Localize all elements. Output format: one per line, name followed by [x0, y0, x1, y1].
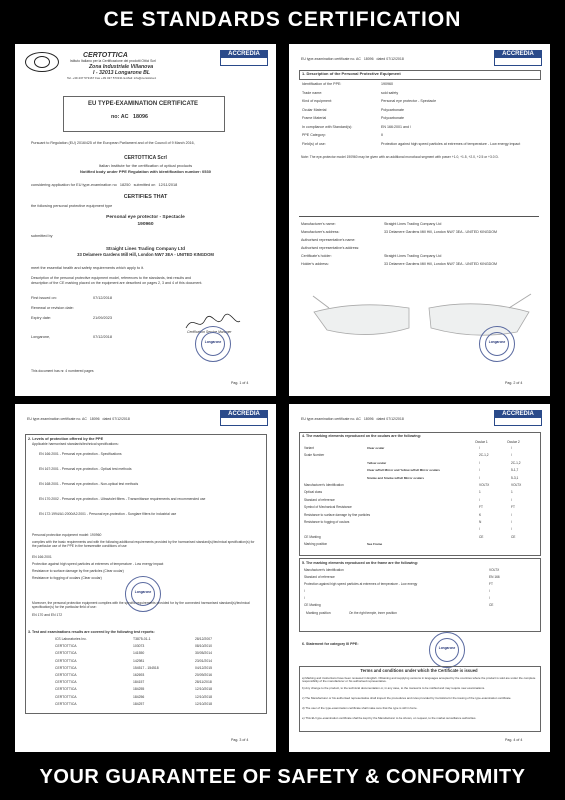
accredia-logo: ACCREDIA — [494, 50, 542, 66]
test-lab: CERTOTTICA — [55, 680, 77, 685]
description-label: Kind of equipment: — [302, 99, 332, 103]
test-report-date: 28/11/2018 — [195, 680, 212, 685]
body-name: CERTOTTICA Scrl — [124, 155, 167, 161]
section-4-title: 4. The marking elements reproduced on the oculars are the following: — [302, 434, 422, 438]
ocular-1-value: K — [479, 512, 482, 517]
test-report-number: 154517 - 154518 — [133, 665, 159, 670]
ocular-row-label: Standard of reference — [304, 497, 335, 502]
page-number: Pag. 4 of 4 — [505, 738, 523, 742]
certificate-page-1 — [15, 44, 276, 396]
test-lab: CERTOTTICA — [55, 665, 77, 670]
certificate-page-4 — [289, 404, 550, 752]
frame-row-label: CE Marking — [304, 603, 321, 607]
test-report-number: 162693 — [133, 673, 145, 677]
first-issued-date: 07/12/2018 — [93, 296, 113, 300]
ocular-1-value: FT — [479, 505, 483, 510]
applicable-standards-label: Applicable harmonised standards/technical specifications: — [32, 442, 119, 446]
accredia-logo: ACCREDIA — [494, 410, 542, 426]
ocular-row-label: Resistance to surface damage by fine particles — [304, 512, 371, 517]
description-label: Field(s) of use: — [302, 141, 326, 146]
test-report-date: 23/01/2014 — [195, 658, 212, 663]
page-number: Pag. 2 of 4 — [505, 381, 523, 385]
page-number: Pag. 1 of 4 — [231, 381, 249, 385]
model-line: Personal protection equipment model: 190960 — [32, 533, 102, 537]
description-value: sold safety — [381, 90, 399, 95]
ocular-2-value: 5-1,7 — [511, 468, 519, 473]
place-date: 07/12/2018 — [93, 335, 113, 339]
test-report-number: 184257 — [133, 701, 145, 706]
test-report-date: 30/05/2014 — [195, 651, 212, 656]
ocular-2-value: CE — [511, 534, 516, 539]
test-report-date: 28/12/2007 — [195, 637, 212, 641]
org-contacts: Tel. +39 437 573167 Fax +39 437 573131 E-Mail: info@certottica.it — [67, 76, 157, 80]
protection-text: Protection against high speed particles at extremes of temperature - Low energy impact — [32, 562, 164, 566]
frame-row-value: CE — [489, 603, 494, 607]
expiry-label: Expiry date: — [31, 316, 52, 320]
ocular-row-label: Resistance to fogging of oculars — [304, 520, 350, 524]
section-1-title: 1. Description of the Personal Protective Equipment — [302, 71, 401, 76]
test-report-number: 184256 — [133, 694, 145, 699]
ocular-row-label: Manufacturer's Identification — [304, 483, 344, 487]
pursuant-text: Pursuant to Regulation (EU) 2016/425 of the European Parliament and of the Council of 9 March 2016, — [31, 141, 195, 145]
sign-role: Certification Service Manager — [187, 330, 232, 334]
term-item: e) This EU type-examination certificate shall be kept by the Manufacturer to be shown, on request, to the market surveillance authorities. — [302, 716, 477, 720]
test-report-number: 184157 — [133, 680, 145, 685]
description-label: Ocular Material — [302, 107, 327, 112]
term-item: c) The Manufacturer or his authorised representative shall inspect the procedures and rules provided by Certottica for the issuing of the type-examination certificate. — [302, 696, 512, 700]
ocular-row-variant: Yellow ocular — [367, 460, 387, 465]
test-lab: ICS Laboratories Inc. — [55, 637, 87, 641]
manufacturer-address-label: Manufacturer's address: — [301, 230, 340, 234]
ocular-1-value: VOLTX — [479, 483, 490, 487]
page-header: EU type-examination certificate no. AC 18096 dated 07/12/2018 — [27, 417, 130, 421]
ocular-row-variant: Clear w/Full Mirror and Yellow w/Full Mirror oculars — [367, 468, 440, 473]
ocular-1-value: / — [479, 446, 480, 450]
certificate-page-3 — [15, 404, 276, 752]
renewal-label: Renewal or revision date: — [31, 306, 74, 310]
standard-item: EN 170:2002 - Personal eye-protection - Ultraviolet filters - Transmittance requirements and recommended use — [39, 497, 206, 501]
certifies-that: CERTIFIES THAT — [123, 194, 168, 200]
company-name: Straight Lines Trading Company Ltd — [105, 246, 186, 251]
holder-name: Straight Lines Trading Company Ltd — [384, 254, 442, 258]
standard-item: EN 172:1994/A1:2000/A2:2001 - Personal eye-protection - Sunglare filters for industrial use — [39, 512, 177, 516]
ocular-row-label: Optical class — [304, 490, 323, 495]
ocular-1-value: 1 — [479, 490, 481, 495]
test-lab: CERTOTTICA — [55, 644, 77, 649]
term-item: b) Any change to the product, to the technical documentation or, in any case, to the manual is to be notified and may require new examinations. — [302, 686, 486, 690]
org-subtitle: Istituto Italiano per la Certificazione dei prodotti Ottici Scrl — [70, 59, 156, 63]
frame-row-label: Protection against high speed particles at extremes of temperature - Low energy — [304, 582, 418, 586]
resist-surface-text: Resistance to surface damage by fine particles (Clear ocular) — [32, 569, 124, 573]
manufacturer-label: Manufacturer's name: — [301, 222, 336, 226]
description-value: Personal eye protector - Spectacle — [381, 99, 437, 103]
holder-address-label: Holder's address: — [301, 262, 329, 266]
ocular-1-value: / — [479, 460, 480, 465]
banner-top: CE STANDARDS CERTIFICATION — [103, 8, 462, 31]
ocular-1-value: 2C-1,2 — [479, 453, 489, 458]
ocular-2-value: / — [511, 446, 512, 450]
terms-title: Terms and conditions under which the Certificate is issued — [360, 668, 478, 673]
cert-no: no: AC 18096 — [111, 114, 148, 120]
ocular-row-label: Symbol of Mechanical Resistance — [304, 505, 352, 510]
meet-text: meet the essential health and safety requirements which apply to it. — [31, 266, 145, 270]
divider — [299, 216, 539, 217]
moreover-text: Moreover, the personal protection equipment complies with the specific requirements provided for by the connected harmonised standard(s)/technical specification(s) for the particular field of use: — [32, 601, 250, 609]
manufacturer-address: 33 Delamere Gardens Mill Hill, London NW7 3EA - UNITED KINGDOM — [384, 230, 498, 234]
test-lab: CERTOTTICA — [55, 658, 77, 663]
page-number: Pag. 3 of 4 — [231, 738, 249, 742]
ocular-row-label: Variant — [304, 446, 314, 450]
ocular-2-value: / — [511, 453, 512, 458]
complies-text: complies with the basic requirements and with the following additional requirements provided by the harmonised standard(s)/technical specification(s) for the particular use of the PPE in the foreseeable conditions of use — [32, 540, 255, 548]
accredia-logo: ACCREDIA — [220, 410, 268, 426]
ocular-1-value: / — [479, 497, 480, 502]
frame-row-value: / — [489, 596, 490, 600]
ocular-1-value: CE — [479, 534, 484, 539]
ocular-row-label: Scale Number — [304, 453, 325, 458]
body-line-2: Notified body under PPE Regulation with identification number: 0530 — [80, 169, 211, 174]
document-pages-note: This document has nr. 4 numbered pages — [31, 369, 94, 373]
ocular-1-value: / — [479, 527, 480, 532]
test-report-number: 184255 — [133, 687, 145, 692]
org-address: I - 32013 Longarone BL — [93, 70, 151, 76]
term-item: a) Marking and instructions have been reviewed in English. Obtaining and supplying versions in languages accepted by the countries where the product is sold are under the complete responsibility of the manufacturer or his authorised representative. — [302, 676, 536, 684]
marking-position-label: Marking position — [306, 611, 331, 615]
term-item: d) The user of the type-examination certificate shall make sure that the type is still in force. — [302, 706, 418, 710]
description-line-1: Description of the personal protective equipment model, references to the standards, test results and — [31, 276, 192, 280]
description-label: PPE Category: — [302, 133, 326, 137]
ocular-row-label: CE Marking — [304, 534, 321, 539]
ocular-2-value: 2C-1,2 — [511, 460, 521, 465]
ocular-2-value: / — [511, 497, 512, 502]
test-report-number: 142981 — [133, 658, 145, 663]
submitted-by-label: submitted by — [31, 234, 53, 238]
section-2-title: 2. Levels of protection offered by the PPE — [28, 437, 104, 441]
test-report-number: 103073 — [133, 644, 145, 649]
resist-fog-text: Resistance to fogging of oculars (Clear ocular) — [32, 576, 102, 580]
frame-row-label: Manufacturer's Identification — [304, 568, 344, 572]
test-report-number: 141550 — [133, 651, 145, 656]
ocular-row-label: Marking position — [304, 542, 328, 547]
section-box — [25, 434, 267, 714]
authorised-rep-label: Authorised representative's name: — [301, 238, 356, 242]
section-3-title: 3. Test and examinations results are covered by the following test reports: — [28, 630, 155, 634]
section-5-title: 5. The marking elements reproduced on the frame are the following: — [302, 561, 419, 565]
ocular-2-header: Ocular 2 — [507, 440, 520, 444]
org-zone: Zona Industriale Villanova — [89, 64, 154, 70]
en166-label: EN 166:2001 — [32, 555, 52, 559]
considering-text: considering application for EU type-examination no 18250 submitted on 12/11/2018 — [31, 183, 178, 187]
description-value: Polycarbonate — [381, 116, 404, 120]
test-report-date: 12/10/2018 — [195, 701, 212, 706]
note-text: Note: The eye-protector model 190960 may be given with an additional monofocal segment with power +1.0, +1.5, +2.0, +2.5 or +3.0 D. — [301, 155, 499, 159]
description-label: Identification of the PPE: — [302, 82, 342, 86]
ocular-row-variant: See Frame — [367, 542, 383, 547]
authorised-rep-address-label: Authorised representative's address: — [301, 246, 360, 250]
org-name: CERTOTTICA — [83, 52, 128, 59]
ocular-row-variant: Smoke and Smoke w/Full Mirror oculars — [367, 475, 425, 480]
standard-item: EN 166:2001 - Personal eye-protection - Specifications — [39, 452, 122, 456]
test-report-date: 12/10/2018 — [195, 687, 212, 692]
standard-item: EN 168:2001 - Personal eye-protection - Non-optical test methods — [39, 482, 139, 486]
ocular-1-value: / — [479, 468, 480, 473]
ocular-2-value: 1 — [511, 490, 513, 495]
test-lab: CERTOTTICA — [55, 687, 77, 692]
company-stamp: Longarone — [429, 632, 465, 668]
description-label: In compliance with Standard(s): — [302, 124, 353, 129]
banner-bottom: YOUR GUARANTEE OF SAFETY & CONFORMITY — [39, 765, 526, 788]
description-value: Protection against high speed particles at extremes of temperature - Low energy impact — [381, 141, 521, 146]
standard-item: EN 167:2001 - Personal eye-protection - Optical test methods — [39, 467, 132, 471]
place-label: Longarone, — [31, 335, 51, 339]
company-address: 33 Delamere Gardens Mill Hill, London NW7 3EA - UNITED KINGDOM — [77, 252, 214, 257]
frame-row-value: / — [489, 589, 490, 593]
company-stamp: Longarone — [479, 326, 515, 362]
first-issued-label: First issued on: — [31, 296, 57, 300]
product-model: 190960 — [137, 222, 154, 227]
frame-row-label: Standard of reference — [304, 575, 335, 579]
description-label: Trade name: — [302, 90, 323, 95]
test-lab: CERTOTTICA — [55, 651, 77, 656]
description-value: 190960 — [381, 82, 393, 86]
test-report-number: T3875-01-1 — [133, 637, 151, 641]
section-6-title: 6. Statement for category III PPE: — [302, 642, 359, 646]
description-value: Polycarbonate — [381, 107, 404, 112]
ocular-1-value: / — [479, 475, 480, 480]
product-name: Personal eye protector - Spectacle — [106, 215, 185, 220]
description-label: Frame Material — [302, 116, 327, 120]
frame-row-label: / — [304, 596, 305, 600]
ocular-2-value: / — [511, 527, 512, 532]
test-lab: CERTOTTICA — [55, 701, 77, 706]
following-text: the following personal protective equipment type — [31, 204, 113, 208]
holder-label: Certificate's holder: — [301, 254, 332, 258]
section-4-box — [299, 432, 541, 556]
test-report-date: 12/10/2018 — [195, 694, 212, 699]
test-lab: CERTOTTICA — [55, 694, 77, 699]
test-lab: CERTOTTICA — [55, 673, 77, 677]
expiry-date: 21/09/2023 — [93, 316, 113, 320]
certificate-page-2 — [289, 44, 550, 396]
ocular-1-header: Ocular 1 — [475, 440, 488, 444]
ocular-2-value: 5-3,1 — [511, 475, 519, 480]
accredia-logo: ACCREDIA — [220, 50, 268, 66]
frame-row-value: FT — [489, 582, 493, 586]
page-header: EU type-examination certificate no. AC 18096 dated 07/12/2018 — [301, 417, 404, 421]
description-value: EN 166:2001 and / — [381, 124, 411, 129]
ocular-1-value: N — [479, 520, 482, 524]
marking-position-text: On the right temple, inner position — [349, 611, 397, 615]
certificate-title: EU TYPE-EXAMINATION CERTIFICATE — [87, 101, 199, 107]
body-line-1: Italian Institute for the certification of optical products — [98, 163, 193, 168]
test-report-date: 04/12/2015 — [195, 665, 212, 670]
description-value: II — [381, 133, 383, 137]
frame-row-value: EN 166 — [489, 575, 500, 579]
en170-label: EN 170 and EN 172 — [32, 613, 63, 617]
ocular-row-variant: Clear ocular — [367, 446, 385, 450]
certottica-logo — [25, 52, 59, 72]
company-stamp: Longarone — [195, 326, 231, 362]
ocular-2-value: / — [511, 520, 512, 524]
ocular-2-value: VOLTX — [511, 483, 522, 487]
frame-row-value: VOLTX — [489, 568, 500, 572]
ocular-2-value: / — [511, 512, 512, 517]
description-line-2: description of the CE marking placed on the equipment are described on pages 2, 3 and 4 of this document. — [31, 281, 203, 285]
holder-address: 33 Delamere Gardens Mill Hill, London NW7 3EA - UNITED KINGDOM — [384, 262, 498, 266]
test-report-date: 08/10/2010 — [195, 644, 212, 649]
page-header: EU type-examination certificate no. AC 18096 dated 07/12/2018 — [301, 57, 404, 61]
company-stamp: Longarone — [125, 576, 161, 612]
frame-row-label: / — [304, 589, 305, 593]
test-report-date: 20/09/2016 — [195, 673, 212, 677]
manufacturer-name: Straight Lines Trading Company Ltd — [384, 222, 442, 226]
ocular-2-value: FT — [511, 505, 515, 510]
